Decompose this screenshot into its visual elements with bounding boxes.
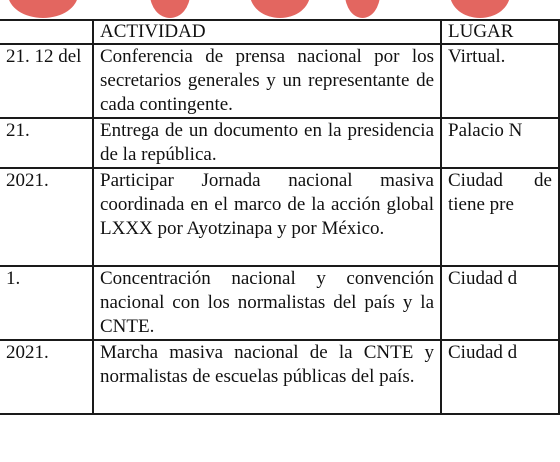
date-cell: 2021. xyxy=(0,168,93,266)
actividad-cell: Marcha masiva nacional de la CNTE y normalistas de escuelas públicas del país. xyxy=(93,340,441,414)
date-header-cell xyxy=(0,20,93,44)
table-row xyxy=(0,340,559,414)
banner-shape xyxy=(8,0,78,18)
lugar-cell: Ciudad d xyxy=(441,340,559,414)
date-cell: 1. xyxy=(0,266,93,340)
table-row xyxy=(0,44,559,118)
lugar-cell: Virtual. xyxy=(441,44,559,118)
banner-shape xyxy=(250,0,310,18)
table-row xyxy=(0,118,559,168)
date-cell: 21. xyxy=(0,118,93,168)
actividad-cell: Concentración nacional y convención nacional con los normalistas del país y la CNTE. xyxy=(93,266,441,340)
lugar-header: LUGAR xyxy=(441,20,559,44)
actividad-cell: Conferencia de prensa nacional por los secretarios generales y un representante de cada contingente. xyxy=(93,44,441,118)
banner-shape xyxy=(450,0,510,18)
lugar-cell: Ciudad de tiene pre xyxy=(441,168,559,266)
table-row xyxy=(0,266,559,340)
date-cell: 21. 12 del xyxy=(0,44,93,118)
date-cell: 2021. xyxy=(0,340,93,414)
activities-table xyxy=(0,19,560,415)
actividad-cell: Participar Jornada nacional masiva coordinada en el marco de la acción global LXXX por Ayotzinapa y por México. xyxy=(93,168,441,266)
lugar-cell: Palacio N xyxy=(441,118,559,168)
actividad-header: ACTIVIDAD xyxy=(93,20,441,44)
lugar-cell: Ciudad d xyxy=(441,266,559,340)
banner-shape xyxy=(345,0,380,18)
actividad-cell: Entrega de un documento en la presidencia de la república. xyxy=(93,118,441,168)
table-header-row xyxy=(0,20,559,44)
table-row xyxy=(0,168,559,266)
banner-shape xyxy=(150,0,190,18)
